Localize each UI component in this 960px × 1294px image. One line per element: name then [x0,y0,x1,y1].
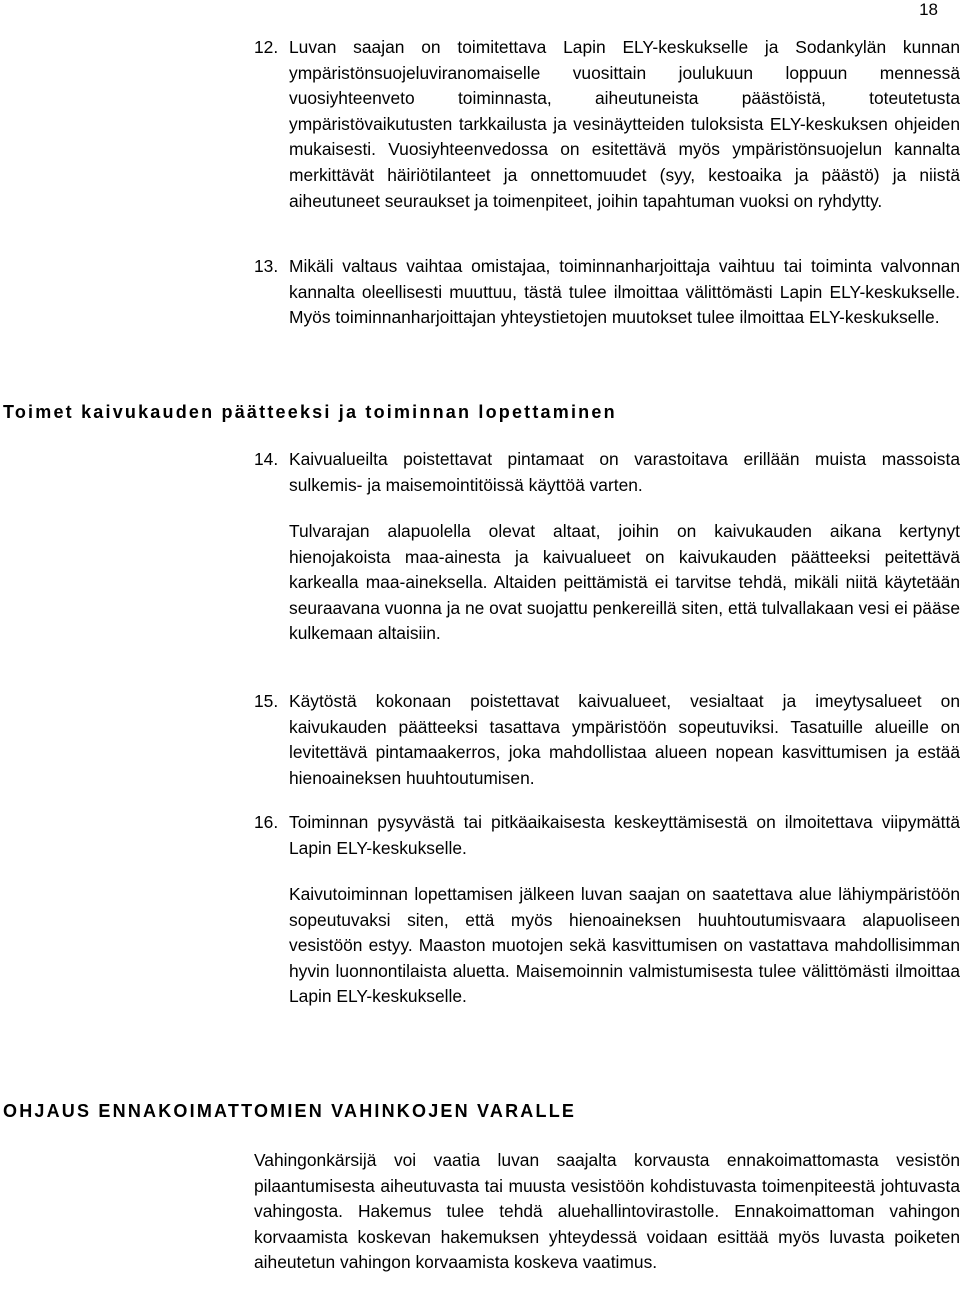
item-body [289,810,960,861]
item-paragraph: Käytöstä kokonaan poistettavat kaivualueet, vesialtaat ja imeytysalueet on kaivukauden päätteeksi tasattava ympäristöön sopeutuviksi. Tasatuille alueille on levitettävä pintamaakerros, joka mahdollistaa alueen nopean kasvittumisen ja estää hienoaineksen huuhtoutumisen. [289,691,960,788]
list-item-15 [254,689,960,791]
item-number: 13. [254,256,279,276]
item-paragraph: Luvan saajan on toimitettava Lapin ELY-keskukselle ja Sodankylän kunnan ympäristönsuojeluviranomaiselle vuosittain joulukuun loppuun mennessä vuosiyhteenveto toiminnasta, aiheutuneista päästöistä, toteutetusta ympäristövaikutusten tarkkailusta ja vesinäytteiden tuloksista ELY-keskuksen ohjeiden mukaisesti. Vuosiyhteenvedossa on esitettävä myös ympäristönsuojelun kannalta merkittävät häiriötilanteet ja onnettomuudet (syy, kestoaika ja päästö) ja niistä aiheutuneet seuraukset ja toimenpiteet, joihin tapahtuman vuoksi on ryhdytty. [289,37,960,211]
item-16-paragraph-2: Kaivutoiminnan lopettamisen jälkeen luvan saajan on saatettava alue lähiympäristöön sopeutuvaksi siten, että myös hienoaineksen huuhtoutumisvaara alapuoliseen vesistöön estyy. Maaston muotojen sekä kasvittumisen on vastattava mahdollisimman hyvin luonnontilaista aluetta. Maisemoinnin valmistumisesta tulee välittömästi ilmoittaa Lapin ELY-keskukselle. [289,884,960,1007]
item-body [289,689,960,791]
item-number: 15. [254,691,279,711]
section-heading-closing-measures: Toimet kaivukauden päätteeksi ja toiminnan lopettaminen [3,402,617,422]
page-number: 18 [919,0,938,19]
item-number: 14. [254,449,279,469]
item-body [289,35,960,214]
final-paragraph: Vahingonkärsijä voi vaatia luvan saajalta korvausta ennakoimattomasta vesistön pilaantumisesta aiheutuvasta tai muusta vesistöön kohdistuvasta toimenpiteestä johtuvasta vahingosta. Hakemus tulee tehdä aluehallintovirastolle. Ennakoimattoman vahingon korvaamista koskevan hakemuksen yhteydessä voidaan esittää myös luvasta poiketen aiheutetun vahingon korvaamista koskeva vaatimus. [254,1150,960,1273]
item-body [289,447,960,498]
list-item-12 [254,35,960,214]
list-item-16 [254,810,960,861]
item-paragraph: Mikäli valtaus vaihtaa omistajaa, toiminnanharjoittaja vaihtuu tai toiminta valvonnan kannalta oleellisesti muuttuu, tästä tulee ilmoittaa välittömästi Lapin ELY-keskukselle. Myös toiminnanharjoittajan yhteystietojen muutokset tulee ilmoittaa ELY-keskukselle. [289,256,960,328]
item-14-paragraph-2: Tulvarajan alapuolella olevat altaat, joihin on kaivukauden aikana kertynyt hienojakoista maa-ainesta ja kaivualueet on kaivukauden päätteeksi peitettävä karkealla maa-aineksella. Altaiden peittämistä ei tarvitse tehdä, mikäli niitä käytetään seuraavana vuonna ja ne ovat suojattu penkereillä siten, että tulvallakaan vesi ei pääse kulkemaan altaisiin. [289,521,960,644]
section-heading-unforeseen-damage: OHJAUS ENNAKOIMATTOMIEN VAHINKOJEN VARALLE [3,1101,577,1121]
list-item-14 [254,447,960,498]
item-number: 16. [254,812,279,832]
item-paragraph: Toiminnan pysyvästä tai pitkäaikaisesta keskeyttämisestä on ilmoitettava viipymättä Lapin ELY-keskukselle. [289,812,960,858]
item-paragraph: Kaivualueilta poistettavat pintamaat on varastoitava erillään muista massoista sulkemis- ja maisemointitöissä käyttöä varten. [289,449,960,495]
item-body [289,254,960,331]
item-number: 12. [254,37,279,57]
list-item-13 [254,254,960,331]
